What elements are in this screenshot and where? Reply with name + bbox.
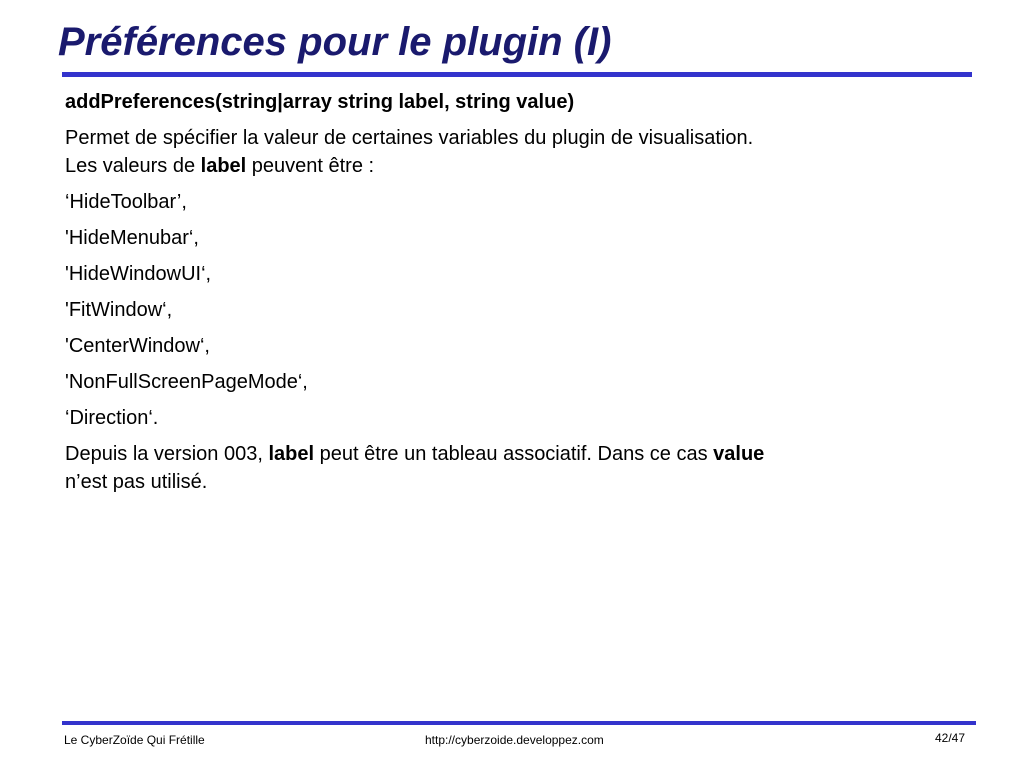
description-line-1: Permet de spécifier la valeur de certaines variables du plugin de visualisation. (65, 127, 754, 149)
note-middle: peut être un tableau associatif. Dans ce cas (314, 443, 714, 465)
list-item: 'HideMenubar‘, (65, 227, 199, 249)
label-values-list (65, 188, 970, 432)
list-item: 'NonFullScreenPageMode‘, (65, 371, 308, 393)
slide-content (65, 88, 970, 504)
description-paragraph (65, 124, 970, 180)
list-item: ‘HideToolbar’, (65, 191, 187, 213)
note-prefix: Depuis la version 003, (65, 443, 269, 465)
footer-url: http://cyberzoide.developpez.com (425, 733, 604, 747)
title-divider (62, 72, 972, 77)
slide-title: Préférences pour le plugin (I) (58, 20, 612, 64)
function-signature: addPreferences(string|array string label, string value) (65, 91, 575, 113)
note-suffix: n’est pas utilisé. (65, 471, 208, 493)
description-label-keyword: label (200, 155, 247, 177)
footer-divider (62, 721, 976, 725)
description-line-2-prefix: Les valeurs de (65, 155, 201, 177)
description-line-2-suffix: peuvent être : (246, 155, 375, 177)
list-item: ‘Direction‘. (65, 407, 159, 429)
note-value-keyword: value (713, 443, 765, 465)
version-note (65, 440, 970, 496)
note-label-keyword: label (268, 443, 315, 465)
footer-author: Le CyberZoïde Qui Frétille (64, 733, 205, 747)
page-number: 42/47 (935, 731, 966, 745)
list-item: 'HideWindowUI‘, (65, 263, 212, 285)
list-item: 'CenterWindow‘, (65, 335, 210, 357)
list-item: 'FitWindow‘, (65, 299, 173, 321)
